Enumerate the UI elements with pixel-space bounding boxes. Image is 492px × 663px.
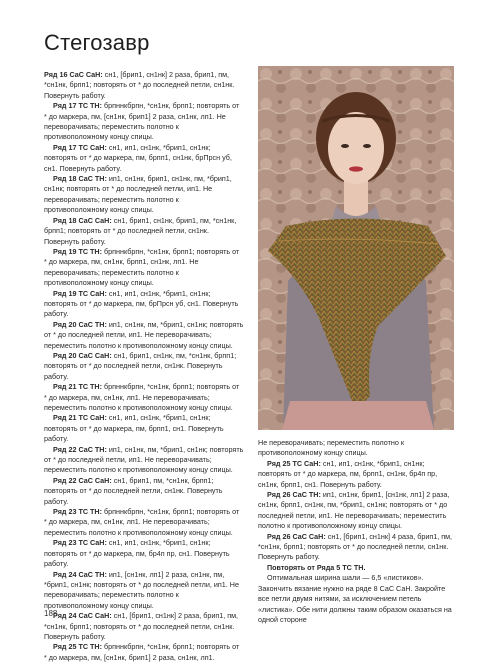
row-text: сн1, брип1, сн1нк, брип1, пм, *сн1нк, брпп1; повторять от * до последней петли, сн1нк. Повернуть работу. <box>44 215 237 246</box>
instruction-paragraph <box>44 101 244 143</box>
row-text: сн1, ип1, сн1нк, *брип1, сн1нк; повторять от * до маркера, пм, брпп1, сн1нк, брПрсн уб, сн1. Повернуть работу. <box>44 142 232 173</box>
instruction-paragraph <box>44 289 244 320</box>
instruction-paragraph <box>44 642 244 663</box>
instruction-paragraph <box>44 216 244 247</box>
instruction-paragraph <box>44 382 244 413</box>
row-label: Ряд 26 СаС СаН: <box>267 531 326 541</box>
row-label: Ряд 25 ТС СаН: <box>267 458 321 468</box>
instruction-paragraph <box>44 351 244 382</box>
row-text: ип1, сн1нк, брип1, [сн1нк, лп1] 2 раза, сн1нк, брпп1, сн1нк, пм, *брип1, сн1нк; повторять от * до последней петли, ип1. Не переворачивать; переместить полотно к противоположному концу спицы. <box>258 490 450 531</box>
row-text: брпннкбрпн, *сн1нк, брпп1; повторять от * до маркера, пм, сн1нк, лп1. Не переворачивать; переместить полотно к противоположному концу спицы. <box>44 382 240 412</box>
instruction-paragraph <box>258 573 454 625</box>
instructions-left-column <box>44 70 244 663</box>
row-label: Ряд 17 ТС ТН: <box>53 101 102 111</box>
instruction-paragraph <box>258 438 454 459</box>
row-label: Ряд 22 СаС СаН: <box>53 475 112 485</box>
instruction-paragraph <box>44 70 244 101</box>
instruction-paragraph <box>44 320 244 351</box>
row-label: Ряд 26 СаС ТН: <box>267 490 321 500</box>
row-label: Ряд 24 СаС СаН: <box>53 611 112 621</box>
row-label: Ряд 17 ТС СаН: <box>53 142 107 152</box>
row-text: ип1, сн1нк, пм, *брип1, сн1нк; повторять от * до последней петли, ип1. Не переворачивать; переместить полотно к противоположному концу спицы. <box>44 444 244 475</box>
row-text: сн1, ип1, сн1нк, *брип1, сн1нк; повторять от * до маркера, пм, бр4п пр, сн1. Повернуть работу. <box>44 538 230 569</box>
row-label: Ряд 24 СаС ТН: <box>53 569 107 579</box>
instruction-paragraph <box>44 247 244 289</box>
instruction-paragraph <box>44 507 244 538</box>
instruction-paragraph <box>44 413 244 444</box>
instruction-paragraph <box>44 538 244 569</box>
instruction-paragraph <box>258 490 454 532</box>
row-label: Повторять от Ряда 5 ТС ТН. <box>267 562 366 572</box>
row-text: сн1, [брип1, сн1нк] 2 раза, брип1, пм, *сн1нк, брпп1; повторять от * до последней петли, сн1нк. Повернуть работу. <box>44 611 239 641</box>
instruction-paragraph <box>258 563 454 573</box>
row-label: Ряд 18 СаС СаН: <box>53 215 112 225</box>
model-photo <box>258 66 454 430</box>
row-label: Ряд 16 СаС СаН: <box>44 70 103 79</box>
row-label: Ряд 19 ТС ТН: <box>53 246 102 256</box>
row-label: Ряд 19 ТС СаН: <box>53 288 107 298</box>
instruction-paragraph <box>258 532 454 563</box>
row-text: сн1, ип1, сн1нк, *брип1, сн1нк; повторять от * до маркера, пм, брпп1, сн1нк, бр4п пр, сн1нк, брпп1, сн1. Повернуть работу. <box>258 458 438 489</box>
row-label: Ряд 18 СаС ТН: <box>53 174 107 184</box>
instruction-paragraph <box>44 570 244 612</box>
page-title: Стегозавр <box>44 30 150 55</box>
instructions-right-column <box>258 438 454 625</box>
instruction-paragraph <box>44 174 244 216</box>
row-text: ип1, [сн1нк, лп1] 2 раза, сн1нк, пм, *брип1, сн1нк; повторять от * до последней петли, ип1. Не переворачивать; переместить полотно к противоположному концу спицы. <box>44 569 239 610</box>
row-label: Ряд 23 ТС СаН: <box>53 538 107 548</box>
row-text: сн1, ип1, сн1нк, *брип1, сн1нк; повторять от * до маркера, пм, брПрсн уб, сн1. Повернуть работу. <box>44 288 239 319</box>
row-text: брпннкбрпн, *сн1нк, брпп1; повторять от * до маркера, пм, [сн1нк, брип1] 2 раза, сн1нк, лп1. <box>44 642 240 662</box>
row-text: сн1, [брип1, сн1нк] 4 раза, брип1, пм, *сн1нк, брпп1; повторять от * до последней петли, сн1нк. Повернуть работу. <box>258 531 453 562</box>
instruction-paragraph <box>258 459 454 490</box>
row-text: брпннкбрпн, *сн1нк, брпп1; повторять от * до маркера, пм, сн1нк, брпп1, сн1нк, лп1. Не переворачивать; переместить полотно к противоположному концу спицы. <box>44 246 240 288</box>
row-text: Оптимальная ширина шали — 6,5 «листиков». Закончить вязание нужно на ряде 8 СаС СаН. Закройте все петли двумя нитями, за исключением петель «листика». Обе нити должны таким образом оказаться на одной стороне <box>258 573 452 624</box>
row-text: сн1, брип1, пм, *сн1нк, брпп1; повторять от * до последней петли, сн1нк. Повернуть работу. <box>44 475 223 506</box>
row-label: Ряд 25 ТС ТН: <box>53 642 102 652</box>
instruction-paragraph <box>44 611 244 642</box>
row-text: сн1, брип1, сн1нк, пм, *сн1нк, брпп1; повторять от * до последней петли, сн1нк. Повернуть работу. <box>44 350 237 381</box>
row-label: Ряд 20 СаС СаН: <box>53 350 112 360</box>
row-label: Ряд 21 ТС ТН: <box>53 382 102 392</box>
page-number: 188 <box>44 609 58 618</box>
row-text: ип1, сн1нк, брип1, сн1нк, пм, *брип1, сн1нк; повторять от * до последней петли, ип1. Не переворачивать; переместить полотно к противоположному концу спицы. <box>44 174 232 215</box>
row-text: брпннкбрпн, *сн1нк, брпп1; повторять от * до маркера, пм, сн1нк, лп1. Не переворачивать; переместить полотно к противоположному концу спицы. <box>44 507 240 537</box>
row-label: Ряд 21 ТС СаН: <box>53 413 107 423</box>
row-text: Не переворачивать; переместить полотно к противоположному концу спицы. <box>258 438 405 458</box>
row-text: ип1, сн1нк, пм, *брип1, сн1нк; повторять от * до последней петли, ип1. Не переворачивать; переместить полотно к противоположному концу спицы. <box>44 319 244 350</box>
instruction-paragraph <box>44 143 244 174</box>
instruction-paragraph <box>44 476 244 507</box>
row-text: брпннкбрпн, *сн1нк, брпп1; повторять от * до маркера, пм, [сн1нк, брип1] 2 раза, сн1нк, лп1. Не переворачивать; переместить полотно к противоположному концу спицы. <box>44 101 240 142</box>
row-label: Ряд 20 СаС ТН: <box>53 319 107 329</box>
row-text: сн1, [брип1, сн1нк] 2 раза, брип1, пм, *сн1нк, брпп1; повторять от * до последней петли, сн1нк. Повернуть работу. <box>44 70 235 100</box>
row-text: сн1, ип1, сн1нк, *брип1, сн1нк; повторять от * до маркера, пм, брпп1, сн1. Повернуть работу. <box>44 413 224 444</box>
instruction-paragraph <box>44 445 244 476</box>
row-label: Ряд 23 ТС ТН: <box>53 507 102 517</box>
row-label: Ряд 22 СаС ТН: <box>53 444 107 454</box>
